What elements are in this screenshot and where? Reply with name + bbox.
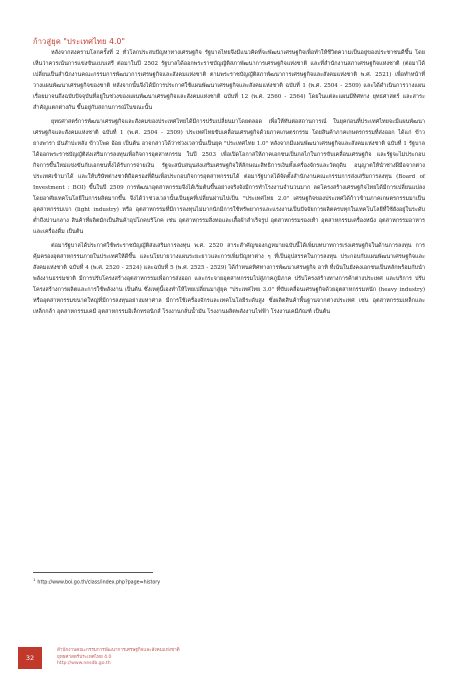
footnote-link[interactable]: http://www.boi.go.th/class/index.php?page=history — [37, 580, 161, 586]
section-heading: ก้าวสู่ยุค "ประเทศไทย 4.0" — [33, 37, 126, 46]
page-number: 32 — [18, 647, 42, 669]
paragraph: ต่อมารัฐบาลได้ประกาศใช้พระราชบัญญัติส่งเสริมการลงทุน พ.ศ. 2520 สาระสำคัญของกฎหมายฉบับนี้ได้เพิ่มบทบาทการเร่งเศรษฐกิจในด้านการลงทุน การคุ้มครองอุตสาหกรรมภายในประเทศให้ดีขึ้น และนโยบายวางแผนระยะยาวและการเพิ่มปัญหาต่าง ๆ ที่เป็นอุปสรรคในการลงทุน ประกอบกับแผนพัฒนาเศรษฐกิจและสังคมแห่งชาติ ฉบับที่ 4 (พ.ศ. 2520 - 2524) และฉบับที่ 5 (พ.ศ. 2525 - 2529) ได้กำหนดทิศทางการพัฒนาเศรษฐกิจ อาทิ ที่เน้นในยังคงเอกชนเป็นหลักพร้อมกับนำพลังงานธรรมชาติ มีการปรับโครงสร้างอุตสาหกรรมเพื่อการส่งออก และกระจายอุตสาหกรรมไปสู่ภาคภูมิภาค ปรับโครงสร้างทางการค้าต่างประเทศ และบริการ ปรับโครงสร้างการผลิตและการใช้พลังงาน เป็นต้น ซึ่งเหตุนี้เองทำให้ไทยเปลี่ยนมาสู่ยุค "ประเทศไทย 3.0" ที่ขับเคลื่อนเศรษฐกิจด้วยอุตสาหกรรมหนัก (heavy industry) หรืออุตสาหกรรมขนาดใหญ่ที่มีการลงทุนอย่างมหาศาล มีการใช้เครื่องจักรและเทคโนโลยีระดับสูง ซึ่งผลิตสินค้าพื้นฐานจากต่างประเทศ เช่น อุตสาหกรรมเหล็กและเหล็กกล้า อุตสาหกรรมเคมี อุตสาหกรรมอิเล็กทรอนิกส์ โรงงานกลั่นน้ำมัน โรงงานผลิตพลังงานไฟฟ้า โรงงานเคมีภัณฑ์ เป็นต้น — [33, 243, 425, 315]
footer-line: สำนักงานคณะกรรมการพัฒนาการเศรษฐกิจและสังคมแห่งชาติ — [57, 648, 180, 653]
footer-line: ยุทธศาสตร์ประเทศไทย 4.0 — [57, 654, 112, 660]
footer-link[interactable]: http://www.nesdb.go.th — [57, 661, 111, 667]
paragraph: หลังจากสงครามโลกครั้งที่ 2 ทั่วโลกประสบปัญหาทางเศรษฐกิจ รัฐบาลไทยจึงมีแนวคิดที่จะพัฒนาเศรษฐกิจเพื่อทำให้ชีวิตความเป็นอยู่ของประชาชนดีขึ้น โดยเห็นว่าควรเน้นการแข่งขันแบบเสรี ต่อมาในปี 2502 รัฐบาลได้ออกพระราชบัญญัติสภาพัฒนาการเศรษฐกิจแห่งชาติ และที่สำนักงานสภาเศรษฐกิจแห่งชาติ (ต่อมาได้เปลี่ยนเป็นสำนักงานคณะกรรมการพัฒนาการเศรษฐกิจและสังคมแห่งชาติ ตามพระราชบัญญัติสภาพัฒนาการเศรษฐกิจและสังคมแห่งชาติ พ.ศ. 2521) เพื่อทำหน้าที่วางแผนพัฒนาเศรษฐกิจของชาติ หลังจากนั้นจึงได้มีการประกาศใช้แผนพัฒนาเศรษฐกิจและสังคมแห่งชาติ ฉบับที่ 1 (พ.ศ. 2504 - 2509) และได้ดำเนินการวางแผนเรื่อยมาจนถึงฉบับปัจจุบันที่อยู่ในช่วงของแผนพัฒนาเศรษฐกิจและสังคมแห่งชาติ ฉบับที่ 12 (พ.ศ. 2560 - 2564) โดยในแต่ละแผนมีทิศทาง ยุทธศาสตร์ และสาระสำคัญแตกต่างกัน ขึ้นอยู่กับสถานการณ์ในขณะนั้น — [33, 50, 425, 111]
body-text — [33, 48, 425, 321]
page-footer — [57, 648, 357, 668]
footnote-divider — [33, 572, 153, 573]
paragraph: ยุทธศาสตร์การพัฒนาเศรษฐกิจและสังคมของประเทศไทยได้มีการปรับเปลี่ยนมาโดยตลอด เพื่อให้ทันต่อสถานการณ์ ในยุคก่อนที่ประเทศไทยจะมีแผนพัฒนาเศรษฐกิจและสังคมแห่งชาติ ฉบับที่ 1 (พ.ศ. 2504 - 2509) ประเทศไทยขับเคลื่อนเศรษฐกิจด้วยภาคเกษตรกรรม โดยสินค้าภาคเกษตรกรรมที่ส่งออก ได้แก่ ข้าว ยางพารา มันสำปะหลัง ข้าวโพด อ้อย เป็นต้น อาจกล่าวได้ว่าช่วงเวลานั้นเป็นยุค "ประเทศไทย 1.0" หลังจากมีแผนพัฒนาเศรษฐกิจและสังคมแห่งชาติ ฉบับที่ 1 รัฐบาลได้ออกพระราชบัญญัติส่งเสริมการลงทุนเพื่อกิจการอุตสาหกรรม ในปี 2503 เพื่อเปิดโอกาสให้ภาคเอกชนเป็นกลไกในการขับเคลื่อนเศรษฐกิจ และรัฐจะไม่ประกอบกิจการขึ้นใหม่แข่งขันกับเอกชนทั้งได้รับการจ่ายเงิน รัฐจะสนับสนุนส่งเสริมเศรษฐกิจให้ลักษณะสิทธิการเงินทั้งเครื่องจักรและวัตถุดิบ อนุญาตให้นำช่างฝีมือจากต่างประเทศเข้ามาได้ และให้บริษัทต่างชาติถือครองที่ดินเพื่อประกอบกิจการอุตสาหกรรมได้ ต่อมารัฐบาลได้จัดตั้งสำนักงานคณะกรรมการส่งเสริมการลงทุน (Board of Investment : BOI) ขึ้นในปี 2509 การพัฒนาอุตสาหกรรมจึงได้เริ่มต้นขึ้นอย่างจริงจังมีการทำโรงงานจำนวนมาก ลดโครงสร้างเศรษฐกิจไทยได้มีการเปลี่ยนแปลงโดยอาศัยเทคโนโลยีในการผลิตมากขึ้น จึงได้ว่าช่วงเวลานั้นเป็นยุคที่เปลี่ยนผ่านไปเป็น "ประเทศไทย 2.0" เศรษฐกิจของประเทศได้ก้าวข้ามภาคเกษตรกรรมมาเป็นอุตสาหกรรมเบา (light industry) หรือ อุตสาหกรรมที่มีการลงทุนไม่มากนักมีการใช้ทรัพยากรและแรงงานเป็นปัจจัยการผลิตครบทุกในเทคโนโลยีที่ใช้ยังอยู่ในระดับต่ำถึงปานกลาง สินค้าที่ผลิตมักเป็นสินค้าอุปโภคบริโภค เช่น อุตสาหกรรมสิ่งทอและเสื้อผ้าสำเร็จรูป อุตสาหกรรมรองเท้า อุตสาหกรรมเครื่องหนัง อุตสาหกรรมอาหารและเครื่องดื่ม เป็นต้น — [33, 119, 425, 235]
footnote-marker: 1 — [33, 577, 36, 582]
footnote — [33, 577, 413, 586]
